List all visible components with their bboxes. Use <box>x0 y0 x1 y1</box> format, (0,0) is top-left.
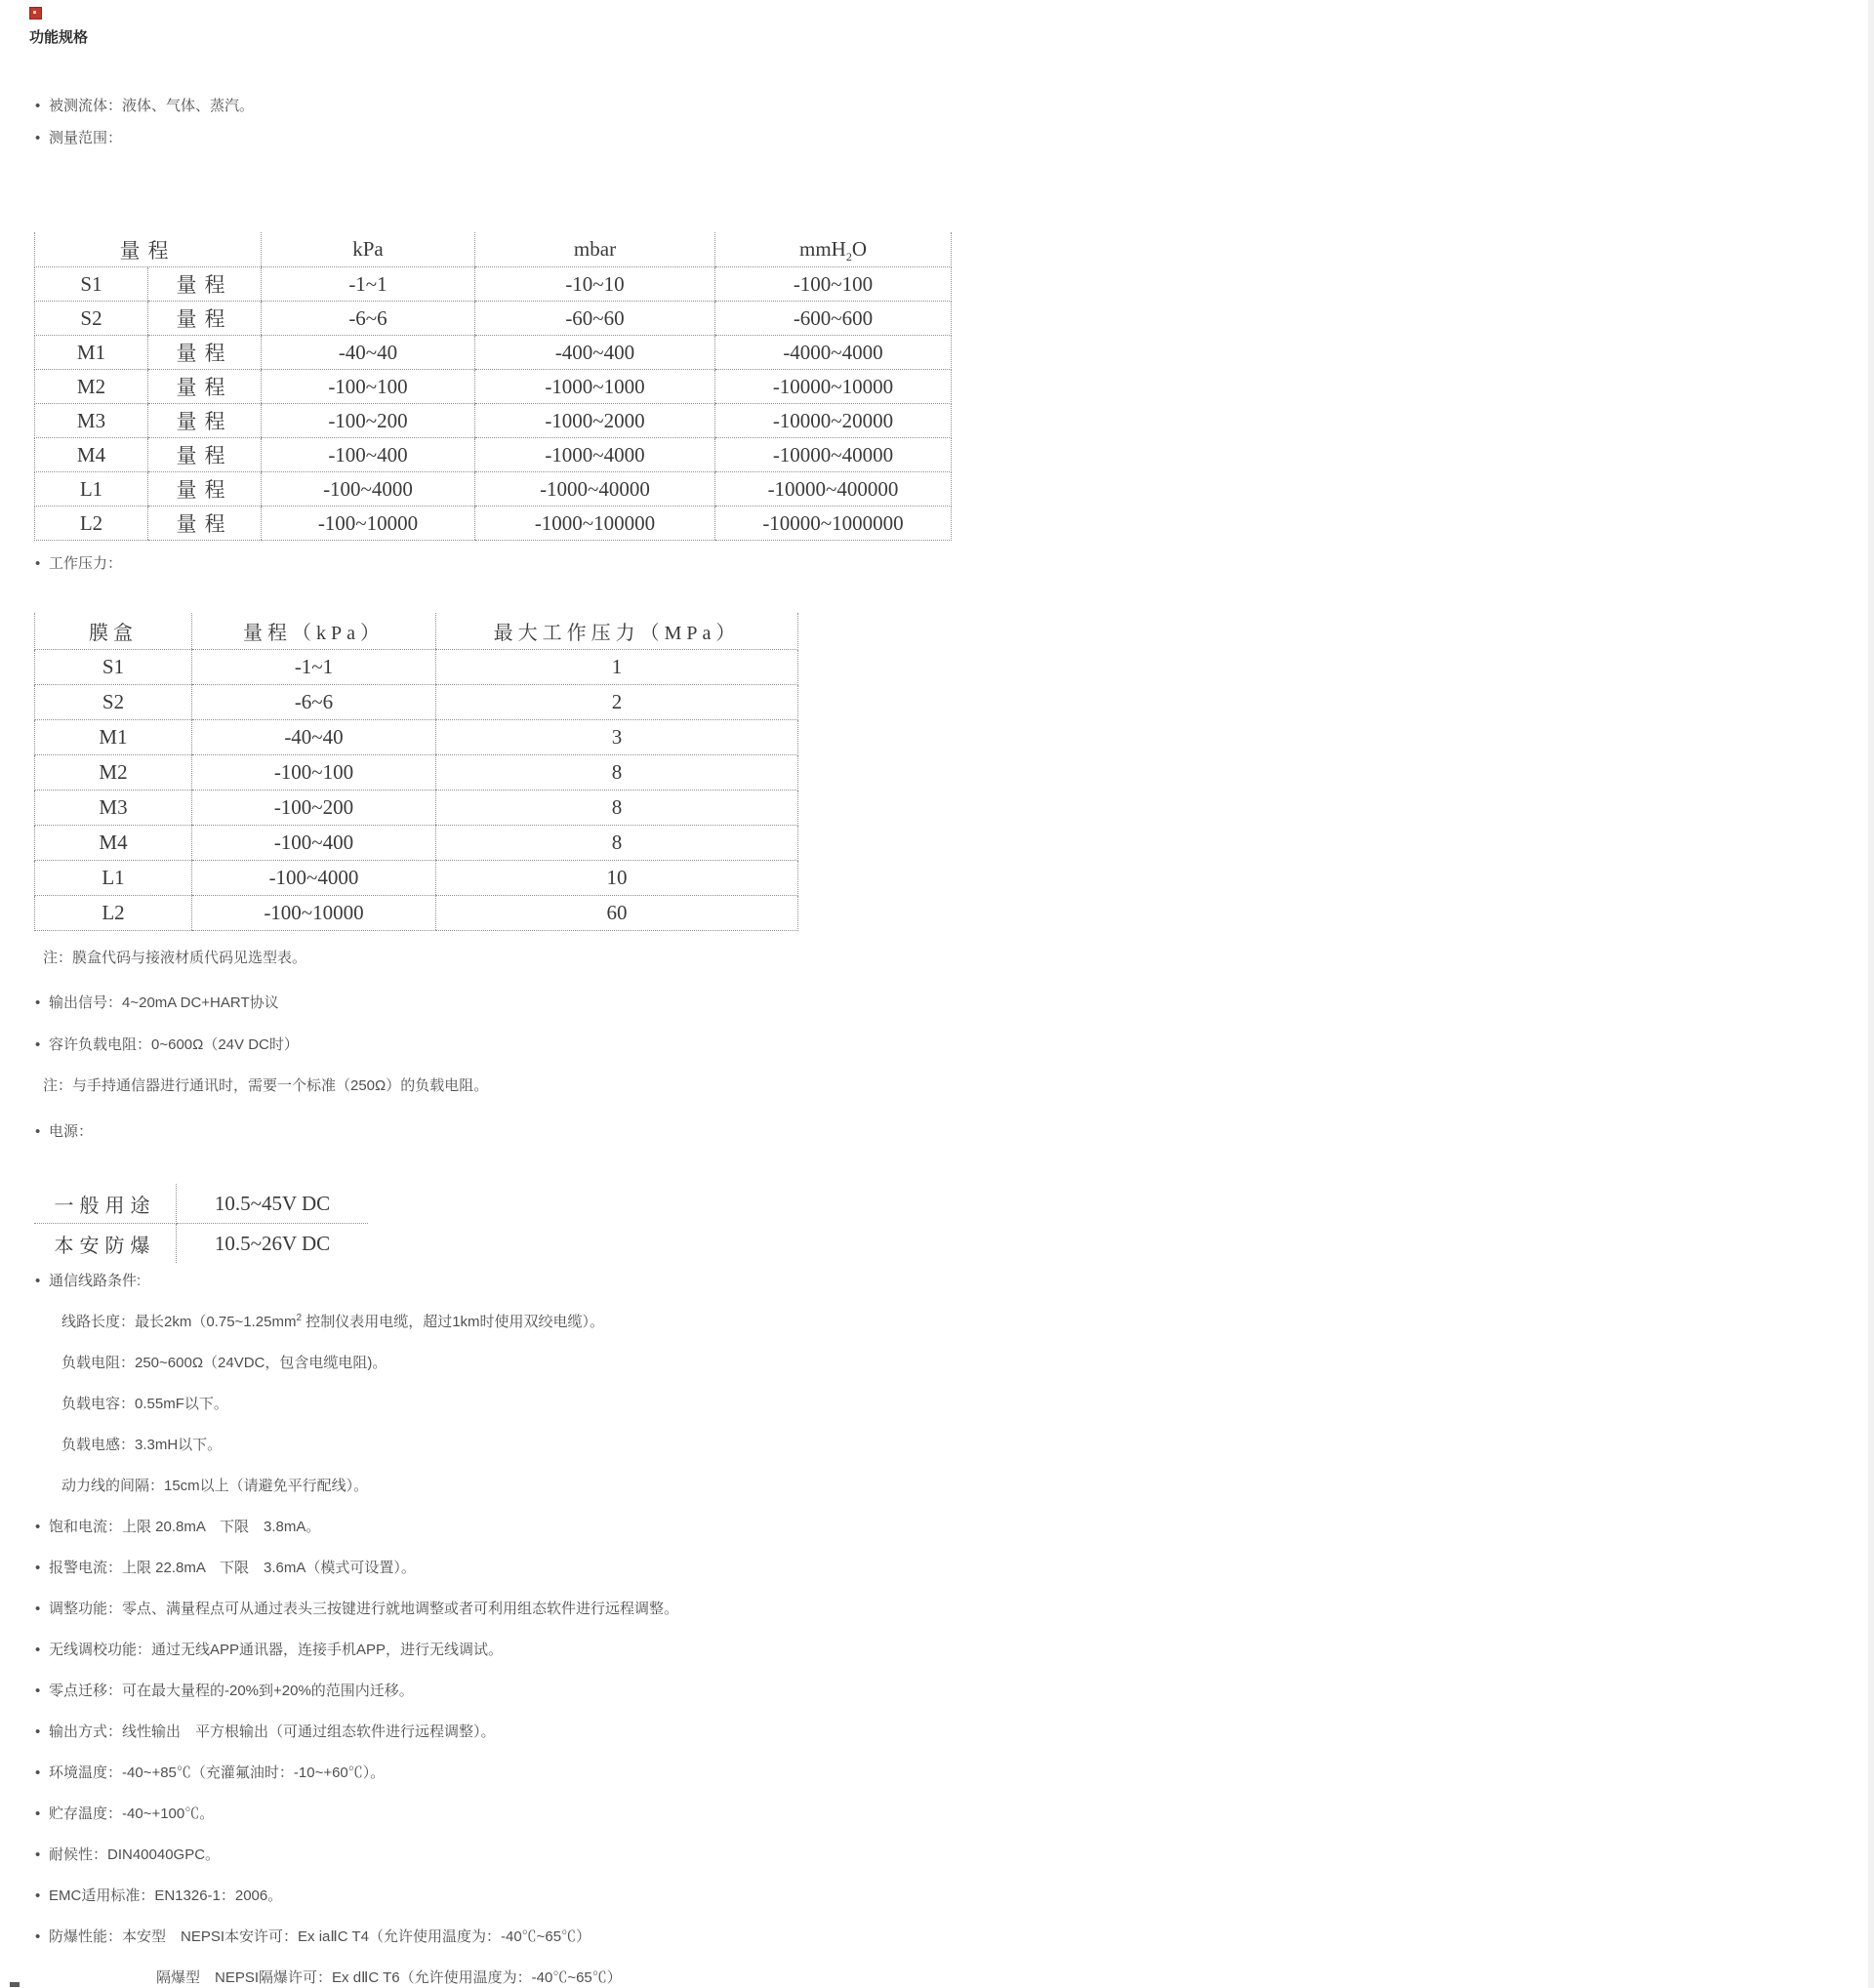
cell-code: M3 <box>35 404 148 438</box>
pressure-row <box>35 755 798 791</box>
cell-mbar: -60~60 <box>475 302 715 336</box>
spec-text: 容许负载电阻：0~600Ω（24V DC时） <box>49 1036 299 1053</box>
range-row <box>35 404 952 438</box>
range-row <box>35 336 952 370</box>
spec-text: 线路长度：最长2km（0.75~1.25mm <box>61 1314 297 1330</box>
cell-use-type: 一般用途 <box>34 1184 177 1224</box>
spec-working-pressure <box>35 554 1064 574</box>
spec-text: 工作压力： <box>49 555 123 572</box>
spec-text: 饱和电流：上限 20.8mA 下限 3.8mA。 <box>49 1519 321 1535</box>
cell-code: M4 <box>35 438 148 472</box>
cell-voltage: 10.5~45V DC <box>177 1184 369 1224</box>
cell-mbar: -10~10 <box>475 267 715 302</box>
note-text: 注：与手持通信器进行通讯时，需要一个标准（250Ω）的负载电阻。 <box>43 1077 489 1094</box>
cell-mbar: -1000~40000 <box>475 472 715 507</box>
cell-code: M2 <box>35 755 192 791</box>
spec-text: 输出信号：4~20mA DC+HART协议 <box>49 994 279 1011</box>
spec-power-line-gap <box>61 1477 1064 1496</box>
spec-text: 防爆性能：本安型 NEPSI本安许可：Ex iaⅡC T4（允许使用温度为：-40℃~65℃） <box>49 1928 591 1945</box>
cell-range: -100~4000 <box>192 861 436 896</box>
cell-range: -100~10000 <box>192 896 436 931</box>
spec-text: 测量范围： <box>49 130 123 146</box>
spec-text: EMC适用标准：EN1326-1：2006。 <box>49 1887 283 1904</box>
spec-text: 调整功能：零点、满量程点可从通过表头三按键进行就地调整或者可利用组态软件进行远程调整。 <box>49 1601 679 1617</box>
spec-power <box>35 1122 1064 1142</box>
spec-text: 耐候性：DIN40040GPC。 <box>49 1846 221 1863</box>
cell-range: -6~6 <box>192 685 436 720</box>
range-row <box>35 370 952 404</box>
cell-code: M1 <box>35 720 192 755</box>
cell-range: -100~200 <box>192 791 436 826</box>
cell-mbar: -1000~2000 <box>475 404 715 438</box>
spec-adjustment <box>35 1600 1064 1619</box>
cell-kpa: -6~6 <box>262 302 475 336</box>
cell-label: 量程 <box>148 507 262 541</box>
pressure-header-row <box>35 613 798 650</box>
page-title: 功能规格 <box>29 29 89 46</box>
cell-max: 10 <box>436 861 798 896</box>
cell-code: S2 <box>35 685 192 720</box>
spec-text: 负载电容：0.55mF以下。 <box>61 1396 228 1412</box>
cell-kpa: -100~4000 <box>262 472 475 507</box>
spec-line-length <box>61 1313 1064 1332</box>
pressure-header-capsule: 膜盒 <box>35 613 192 650</box>
cell-max: 8 <box>436 755 798 791</box>
cell-code: L2 <box>35 507 148 541</box>
mmh2o-sub: 2 <box>845 250 852 264</box>
spec-saturation-current <box>35 1518 1064 1537</box>
cell-kpa: -100~400 <box>262 438 475 472</box>
broken-image-icon <box>29 7 42 20</box>
spec-wireless-calibration <box>35 1641 1064 1660</box>
spec-storage-temp <box>35 1805 1064 1824</box>
cell-mmh2o: -10000~10000 <box>715 370 952 404</box>
spec-text: 环境温度：-40~+85℃（充灌氟油时：-10~+60℃）。 <box>49 1765 386 1781</box>
cell-range: -100~100 <box>192 755 436 791</box>
spec-measured-fluid <box>35 97 1064 116</box>
cell-mbar: -1000~1000 <box>475 370 715 404</box>
working-pressure-table <box>34 613 798 931</box>
cell-kpa: -1~1 <box>262 267 475 302</box>
spec-output-signal <box>35 994 1064 1013</box>
spec-text: 隔爆型 NEPSI隔爆许可：Ex dⅡC T6（允许使用温度为：-40℃~65℃） <box>156 1969 622 1986</box>
spec-explosion-proof-intrinsic <box>35 1927 1064 1947</box>
spec-comm-load-resistance <box>61 1354 1064 1373</box>
cutoff-next-section-artifact <box>10 1982 20 1987</box>
cell-range: -1~1 <box>192 650 436 685</box>
cell-mmh2o: -4000~4000 <box>715 336 952 370</box>
spec-text: 负载电阻：250~600Ω（24VDC，包含电缆电阻)。 <box>61 1355 387 1371</box>
cell-mmh2o: -10000~400000 <box>715 472 952 507</box>
power-row <box>34 1184 368 1224</box>
cell-use-type: 本安防爆 <box>34 1224 177 1264</box>
cell-kpa: -100~200 <box>262 404 475 438</box>
spec-text: 控制仪表用电缆，超过1km时使用双绞电缆）。 <box>302 1314 605 1330</box>
cell-code: M3 <box>35 791 192 826</box>
cell-code: M1 <box>35 336 148 370</box>
spec-superscript: 2 <box>296 1313 303 1323</box>
cell-code: S1 <box>35 650 192 685</box>
spec-load-inductance <box>61 1436 1064 1455</box>
cell-range: -100~400 <box>192 826 436 861</box>
pressure-row <box>35 720 798 755</box>
range-row <box>35 267 952 302</box>
pressure-row <box>35 861 798 896</box>
spec-text: 电源： <box>49 1123 94 1140</box>
cell-label: 量程 <box>148 267 262 302</box>
range-header-kpa: kPa <box>262 232 475 267</box>
spec-text: 被测流体：液体、气体、蒸汽。 <box>49 98 255 114</box>
note-comm <box>43 1076 1064 1096</box>
cell-code: M4 <box>35 826 192 861</box>
cell-code: L1 <box>35 861 192 896</box>
range-header-span: 量程 <box>35 232 262 267</box>
cell-mbar: -1000~100000 <box>475 507 715 541</box>
spec-emc <box>35 1887 1064 1906</box>
spec-measuring-range <box>35 129 1064 148</box>
range-header-mmh2o <box>715 232 952 267</box>
spec-text: 通信线路条件: <box>49 1273 142 1289</box>
range-header-mbar: mbar <box>475 232 715 267</box>
spec-text: 贮存温度：-40~+100℃。 <box>49 1805 215 1822</box>
pressure-row <box>35 896 798 931</box>
cell-max: 2 <box>436 685 798 720</box>
cell-code: S1 <box>35 267 148 302</box>
pressure-row <box>35 650 798 685</box>
spec-weather-resistance <box>35 1846 1064 1865</box>
spec-zero-shift <box>35 1682 1064 1701</box>
spec-alarm-current <box>35 1559 1064 1578</box>
spec-text: 报警电流：上限 22.8mA 下限 3.6mA（模式可设置）。 <box>49 1560 416 1576</box>
mmh2o-post: O <box>851 237 867 261</box>
cell-mmh2o: -10000~1000000 <box>715 507 952 541</box>
cell-max: 8 <box>436 791 798 826</box>
cell-mbar: -1000~4000 <box>475 438 715 472</box>
cell-label: 量程 <box>148 438 262 472</box>
cell-mmh2o: -10000~20000 <box>715 404 952 438</box>
spec-load-resistance <box>35 1035 1064 1055</box>
range-header-row <box>35 232 952 267</box>
cell-code: S2 <box>35 302 148 336</box>
cell-kpa: -100~10000 <box>262 507 475 541</box>
cell-label: 量程 <box>148 370 262 404</box>
cell-max: 1 <box>436 650 798 685</box>
spec-comm-conditions <box>35 1272 1064 1291</box>
range-row <box>35 507 952 541</box>
cell-max: 8 <box>436 826 798 861</box>
pressure-row <box>35 685 798 720</box>
range-row <box>35 302 952 336</box>
range-row <box>35 472 952 507</box>
cell-label: 量程 <box>148 302 262 336</box>
note-membrane <box>43 949 1064 968</box>
cell-max: 3 <box>436 720 798 755</box>
cell-mmh2o: -600~600 <box>715 302 952 336</box>
pressure-row <box>35 826 798 861</box>
measuring-range-table <box>34 232 952 541</box>
cell-mbar: -400~400 <box>475 336 715 370</box>
spec-text: 输出方式：线性输出 平方根输出（可通过组态软件进行远程调整）。 <box>49 1724 496 1740</box>
mmh2o-pre: mmH <box>798 237 846 261</box>
power-supply-table <box>34 1184 368 1263</box>
cell-voltage: 10.5~26V DC <box>214 1231 331 1255</box>
cell-kpa: -40~40 <box>262 336 475 370</box>
pressure-header-range: 量程（kPa） <box>192 613 436 650</box>
note-text: 注：膜盒代码与接液材质代码见选型表。 <box>43 950 307 966</box>
cell-label: 量程 <box>148 336 262 370</box>
spec-load-capacitance <box>61 1395 1064 1414</box>
spec-text: 零点迁移：可在最大量程的-20%到+20%的范围内迁移。 <box>49 1683 414 1699</box>
cell-mmh2o: -10000~40000 <box>715 438 952 472</box>
power-row <box>34 1224 368 1264</box>
cell-code: L1 <box>35 472 148 507</box>
spec-text: 无线调校功能：通过无线APP通讯器，连接手机APP，进行无线调试。 <box>49 1642 504 1658</box>
pressure-header-max: 最大工作压力（MPa） <box>436 613 798 650</box>
cell-kpa: -100~100 <box>262 370 475 404</box>
spec-text: 负载电感：3.3mH以下。 <box>61 1437 223 1453</box>
spec-output-mode <box>35 1723 1064 1742</box>
cell-max: 60 <box>436 896 798 931</box>
pressure-row <box>35 791 798 826</box>
cell-mmh2o: -100~100 <box>715 267 952 302</box>
range-row <box>35 438 952 472</box>
spec-ambient-temp <box>35 1764 1064 1783</box>
spec-text: 动力线的间隔：15cm以上（请避免平行配线）。 <box>61 1478 369 1494</box>
cell-range: -40~40 <box>192 720 436 755</box>
cell-code: M2 <box>35 370 148 404</box>
cell-code: L2 <box>35 896 192 931</box>
cell-label: 量程 <box>148 404 262 438</box>
cell-label: 量程 <box>148 472 262 507</box>
spec-explosion-proof-flameproof <box>156 1968 1064 1988</box>
